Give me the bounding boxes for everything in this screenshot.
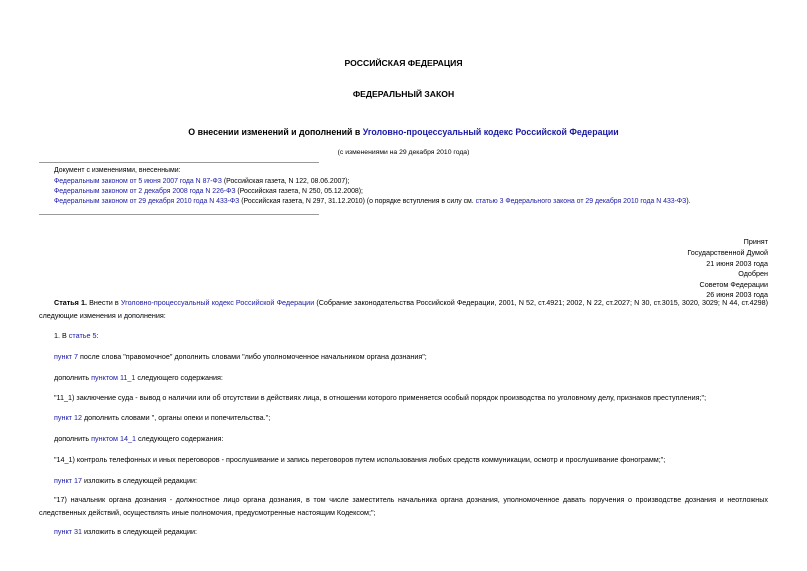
adoption-line: 21 июня 2003 года (706, 259, 768, 268)
list-item: дополнить пунктом 14_1 следующего содержания: (54, 434, 224, 443)
article-1-label: Статья 1. (54, 298, 87, 307)
article-5-link[interactable]: статье 5 (68, 331, 97, 340)
article-3-433fz-link[interactable]: статью 3 Федерального закона от 29 декабря 2010 года N 433-ФЗ (475, 198, 687, 205)
criminal-procedure-code-link[interactable]: Уголовно-процессуальный кодекс Российской Федерации (362, 127, 619, 137)
list-item: пункт 31 изложить в следующей редакции: (54, 527, 198, 536)
article-1-code-link[interactable]: Уголовно-процессуальный кодекс Российской Федерации (120, 298, 315, 307)
change-item: Федеральным законом от 29 декабря 2010 года N 433-ФЗ (Российская газета, N 297, 31.12.2010) (о порядке вступления в силу см. статью 3 Федерального закона от 29 декабря 2010 года N 433-ФЗ). (54, 198, 691, 205)
revision-note: (с изменениями на 29 декабря 2010 года) (337, 149, 470, 156)
point-7-link[interactable]: пункт 7 (54, 352, 78, 361)
point-31-link[interactable]: пункт 31 (54, 527, 82, 536)
point-12-link[interactable]: пункт 12 (54, 413, 82, 422)
amendment-link-87fz[interactable]: Федеральным законом от 5 июня 2007 года N 87-ФЗ (54, 178, 222, 185)
amendment-link-433fz[interactable]: Федеральным законом от 29 декабря 2010 года N 433-ФЗ (54, 198, 240, 205)
list-item: пункт 12 дополнить словами ", органы опеки и попечительства."; (54, 413, 271, 422)
list-item: 1. В статье 5: (54, 331, 99, 340)
adoption-line: 26 июня 2003 года (706, 290, 768, 299)
change-item: Федеральным законом от 2 декабря 2008 года N 226-ФЗ (Российская газета, N 250, 05.12.2008); (54, 188, 363, 195)
adoption-line: Одобрен (738, 269, 768, 278)
document-title (0, 127, 807, 137)
point-11-1-link[interactable]: пунктом 11_1 (91, 373, 136, 382)
bottom-divider (39, 214, 319, 215)
list-item: "14_1) контроль телефонных и иных переговоров - прослушивание и запись переговоров путем использования любых средств коммуникации, осмотр и прослушивание фонограмм;"; (54, 455, 666, 464)
article-1-paragraph: Статья 1. Внести в Уголовно-процессуальный кодекс Российской Федерации (Собрание законодательства Российской Федерации, 2001, N 52, ст.4921; 2002, N 22, ст.2027; N 30, ст.3015, 3020, 3029; N 44, ст.4298) следующие изменения и дополнения: (39, 298, 768, 320)
doc-type-heading: ФЕДЕРАЛЬНЫЙ ЗАКОН (352, 89, 455, 99)
country-heading: РОССИЙСКАЯ ФЕДЕРАЦИЯ (344, 58, 463, 68)
adoption-line: Государственной Думой (687, 248, 768, 257)
change-item: Федеральным законом от 5 июня 2007 года N 87-ФЗ (Российская газета, N 122, 08.06.2007); (54, 178, 350, 185)
list-item: "11_1) заключение суда - вывод о наличии или об отсутствии в действиях лица, в отношении которого применяется особый порядок производства по уголовному делу, признаков преступления;"; (54, 393, 707, 402)
top-divider (39, 162, 319, 163)
title-prefix: О внесении изменений и дополнений в (188, 127, 363, 137)
adoption-line: Принят (743, 237, 768, 246)
point-17-link[interactable]: пункт 17 (54, 476, 82, 485)
amendment-link-226fz[interactable]: Федеральным законом от 2 декабря 2008 года N 226-ФЗ (54, 188, 236, 195)
point-17-text: "17) начальник органа дознания - должностное лицо органа дознания, в том числе заместитель начальника органа дознания, уполномоченное давать поручения о производстве дознания и неотложных следственных действий, осуществлять иные полномочия, предусмотренные настоящим Кодексом;"; (39, 495, 768, 517)
list-item: пункт 17 изложить в следующей редакции: (54, 476, 198, 485)
list-item: дополнить пунктом 11_1 следующего содержания: (54, 373, 223, 382)
list-item: пункт 7 после слова "правомочное" дополнить словами "либо уполномоченное начальником органа дознания"; (54, 352, 427, 361)
changes-intro: Документ с изменениями, внесенными: (54, 167, 181, 174)
point-14-1-link[interactable]: пунктом 14_1 (91, 434, 136, 443)
adoption-line: Советом Федерации (699, 280, 768, 289)
